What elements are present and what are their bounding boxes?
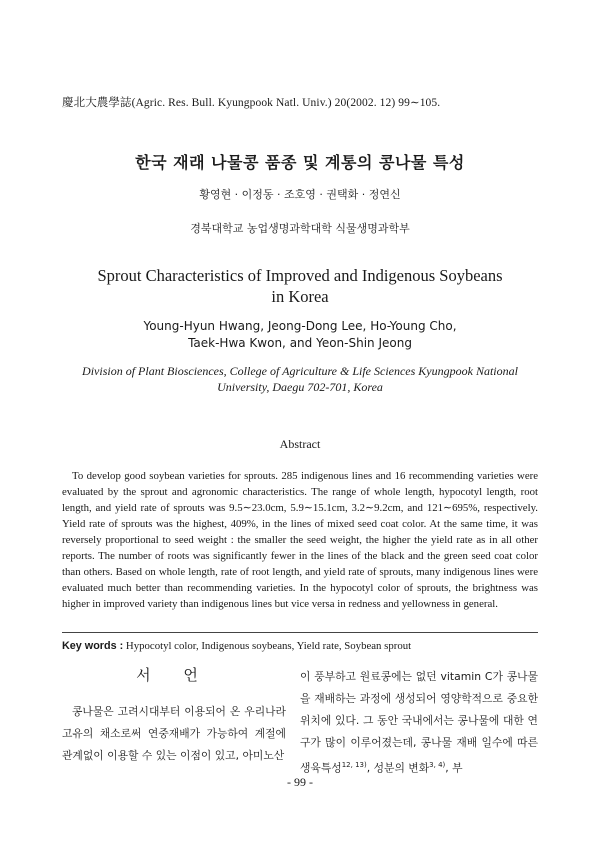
left-column [62,664,286,767]
korean-affiliation: 경북대학교 농업생명과학대학 식물생명과학부 [190,222,410,235]
right-text-1: 이 풍부하고 원료콩에는 없던 vitamin C가 콩나물을 재배하는 과정에 생성되어 영양학적으로 중요한 위치에 있다. 그 동안 국내에서는 콩나물에 대한 연구가 많이 이루어졌는데, 콩나물 재배 일수에 따른 생육특성 [300,670,538,775]
keywords-list: Hypocotyl color, Indigenous soybeans, Yield rate, Soybean sprout [125,640,412,652]
abstract-body: To develop good soybean varieties for sprouts. 285 indigenous lines and 16 recommending varieties were evaluated by the sprout and agronomic characteristics. The range of whole length, hypocotyl length, root length, and yield rate of sprouts was 9.5∼23.0cm, 5.9∼15.1cm, 3.2∼9.2cm, and 121∼695%, respectively. Yield rate of sprouts was the highest, 409%, in the lines of mixed seed coat color. At the same time, it was reversely proportional to seed weight : the smaller the seed weight, the higher the yield rate as in all other reports. The number of roots was significantly fewer in the lines of the black and the green seed coat color than others. Based on whole length, rate of root length, and yield rate of sprouts, many indigenous lines were evaluated much better than recommending varieties. In the hypocotyl color of sprouts, the brightness was higher in improved variety than indigenous lines but vice versa in redness and yellowness in general. [62,470,538,610]
right-column [300,666,538,780]
english-authors [60,318,540,352]
english-affiliation-line-1: Division of Plant Biosciences, College of Agriculture & Life Sciences Kyungpook National [82,364,518,378]
english-authors-line-2: Taek-Hwa Kwon, and Yeon-Shin Jeong [188,336,412,350]
keywords-label: Key words : [62,640,124,652]
english-affiliation [60,363,540,395]
korean-authors: 황영현 · 이정동 · 조호영 · 권택화 · 정연신 [199,188,401,201]
english-title-line-1: Sprout Characteristics of Improved and Indigenous Soybeans [97,266,503,285]
abstract-heading: Abstract [279,437,321,451]
citation-ref-1: 12, 13) [341,761,367,769]
keywords [62,640,538,652]
section-heading-introduction: 서 언 [136,666,212,684]
korean-title: 한국 재래 나물콩 품종 및 계통의 콩나물 특성 [135,153,465,172]
right-text-3: , 부 [445,761,463,775]
english-authors-line-1: Young-Hyun Hwang, Jeong-Dong Lee, Ho-Young Cho, [143,319,457,333]
right-column-paragraph [300,666,538,780]
english-title-line-2: in Korea [271,287,329,306]
left-column-paragraph: 콩나물은 고려시대부터 이용되어 온 우리나라 고유의 채소로써 연중재배가 가능하여 계절에 관계없이 이용할 수 있는 이점이 있고, 아미노산 [62,705,286,762]
english-title [60,265,540,307]
page-number: - 99 - [287,775,313,789]
citation-ref-2: 3, 4) [429,761,446,769]
right-text-2: , 성분의 변화 [366,761,430,775]
english-affiliation-line-2: University, Daegu 702-701, Korea [217,380,383,394]
journal-citation: 慶北大農學誌(Agric. Res. Bull. Kyungpook Natl. Univ.) 20(2002. 12) 99∼105. [62,97,441,109]
keywords-divider [62,632,538,633]
